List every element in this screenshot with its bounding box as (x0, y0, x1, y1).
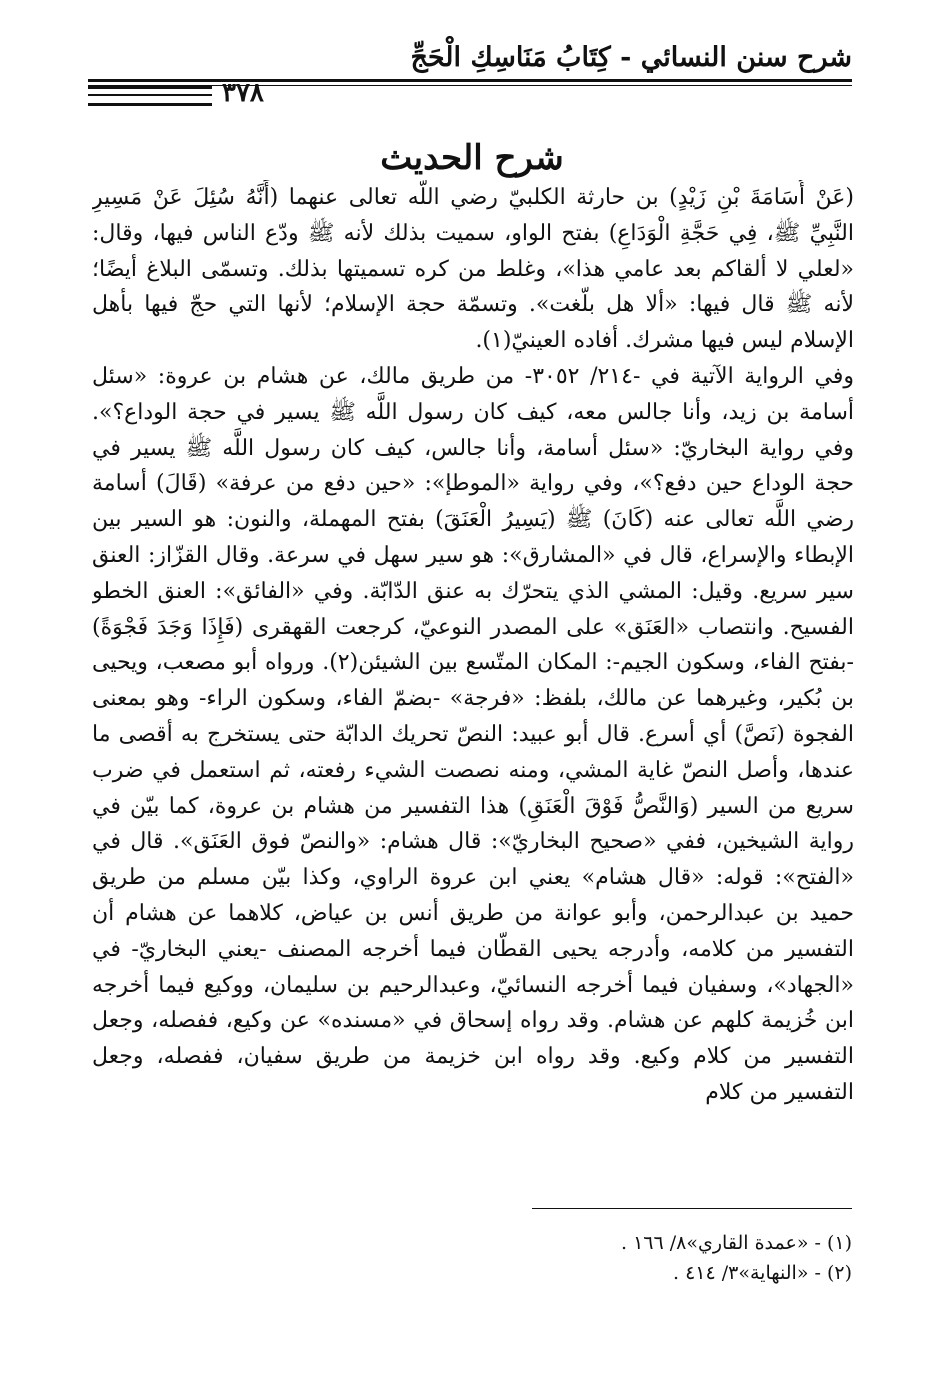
footnote-2: (٢) - «النهاية»٣/ ٤١٤ . (672, 1262, 852, 1284)
body-text (92, 180, 854, 1190)
footnote-1: (١) - «عمدة القاري»٨/ ١٦٦ . (621, 1232, 852, 1254)
page-number-block (88, 76, 308, 112)
paragraph-1: (عَنْ أُسَامَةَ بْنِ زَيْدٍ) بن حارثة الكلبيّ رضي اللَّه تعالى عنهما (أَنَّهُ سُئِلَ عَنْ مَسِيرِ النَّبِيِّ ﷺ، فِي حَجَّةِ الْوَدَاعِ) بفتح الواو، سميت بذلك لأنه ﷺ ودّع الناس فيها، وقال: «لعلي لا ألقاكم بعد عامي هذا»، وغلط من كره تسميتها بذلك. وتسمّى البلاغ أيضًا؛ لأنه ﷺ قال فيها: «ألا هل بلّغت». وتسمّة حجة الإسلام؛ لأنها التي حجّ فيها بأهل الإسلام ليس فيها مشرك. أفاده العينيّ(١). (92, 185, 854, 354)
page-number: ٣٧٨ (222, 78, 264, 108)
running-title: شرح سنن النسائي - كِتَابُ مَنَاسِكِ الْحَجِّ (410, 42, 852, 73)
paragraph-2: وفي الرواية الآتية في -٢١٤/ ٣٠٥٢- من طريق مالك، عن هشام بن عروة: «سئل أسامة بن زيد، وأنا جالس معه، كيف كان رسول اللَّه ﷺ يسير في حجة الوداع؟». وفي رواية البخاريّ: «سئل أسامة، وأنا جالس، كيف كان رسول اللَّه ﷺ يسير في حجة الوداع حين دفع؟»، وفي رواية «الموطإ»: «حين دفع من عرفة» (قَالَ) أسامة رضي اللَّه تعالى عنه (كَانَ) ﷺ (يَسِيرُ الْعَنَقَ) بفتح المهملة، والنون: هو السير بين الإبطاء والإسراع، قال في «المشارق»: هو سير سهل في سرعة. وقال القزّاز: العنق سير سريع. وقيل: المشي الذي يتحرّك به عنق الدّابّة. وفي «الفائق»: العنق الخطو الفسيح. وانتصاب «العَنَق» على المصدر النوعيّ، كرجعت القهقرى (فَإِذَا وَجَدَ فَجْوَةً) -بفتح الفاء، وسكون الجيم-: المكان المتّسع بين الشيئن(٢). ورواه أبو مصعب، ويحيى بن بُكير، وغيرهما عن مالك، بلفظ: «فرجة» -بضمّ الفاء، وسكون الراء- وهو بمعنى الفجوة (نَصَّ) أي أسرع. قال أبو عبيد: النصّ تحريك الدابّة حتى يستخرج به أقصى ما عندها، وأصل النصّ غاية المشي، ومنه نصصت الشيء رفعته، ثم استعمل في ضرب سريع من السير (وَالنَّصُّ فَوْقَ الْعَنَقِ) هذا التفسير من هشام بن عروة، كما بيّن في رواية الشيخين، ففي «صحيح البخاريّ»: قال هشام: «والنصّ فوق العَنَق». قال في «الفتح»: قوله: «قال هشام» يعني ابن عروة الراوي، وكذا بيّن مسلم من طريق حميد بن عبدالرحمن، وأبو عوانة من طريق أنس بن عياض، كلاهما عن هشام أن التفسير من كلامه، وأدرجه يحيى القطّان فيما أخرجه المصنف -يعني البخاريّ- في «الجهاد»، وسفيان فيما أخرجه النسائيّ، وعبدالرحيم بن سليمان، ووكيع فيما أخرجه ابن خُزيمة كلهم عن هشام. وقد رواه إسحاق في «مسنده» عن وكيع، ففصله، وجعل التفسير من كلام وكيع. وقد رواه ابن خزيمة من طريق سفيان، ففصله، وجعل التفسير من كلام (92, 363, 854, 1105)
footnote-rule (532, 1208, 852, 1209)
footnotes (92, 1228, 852, 1288)
section-heading: شرح الحديث (380, 138, 564, 178)
page-number-ornament (88, 86, 212, 106)
